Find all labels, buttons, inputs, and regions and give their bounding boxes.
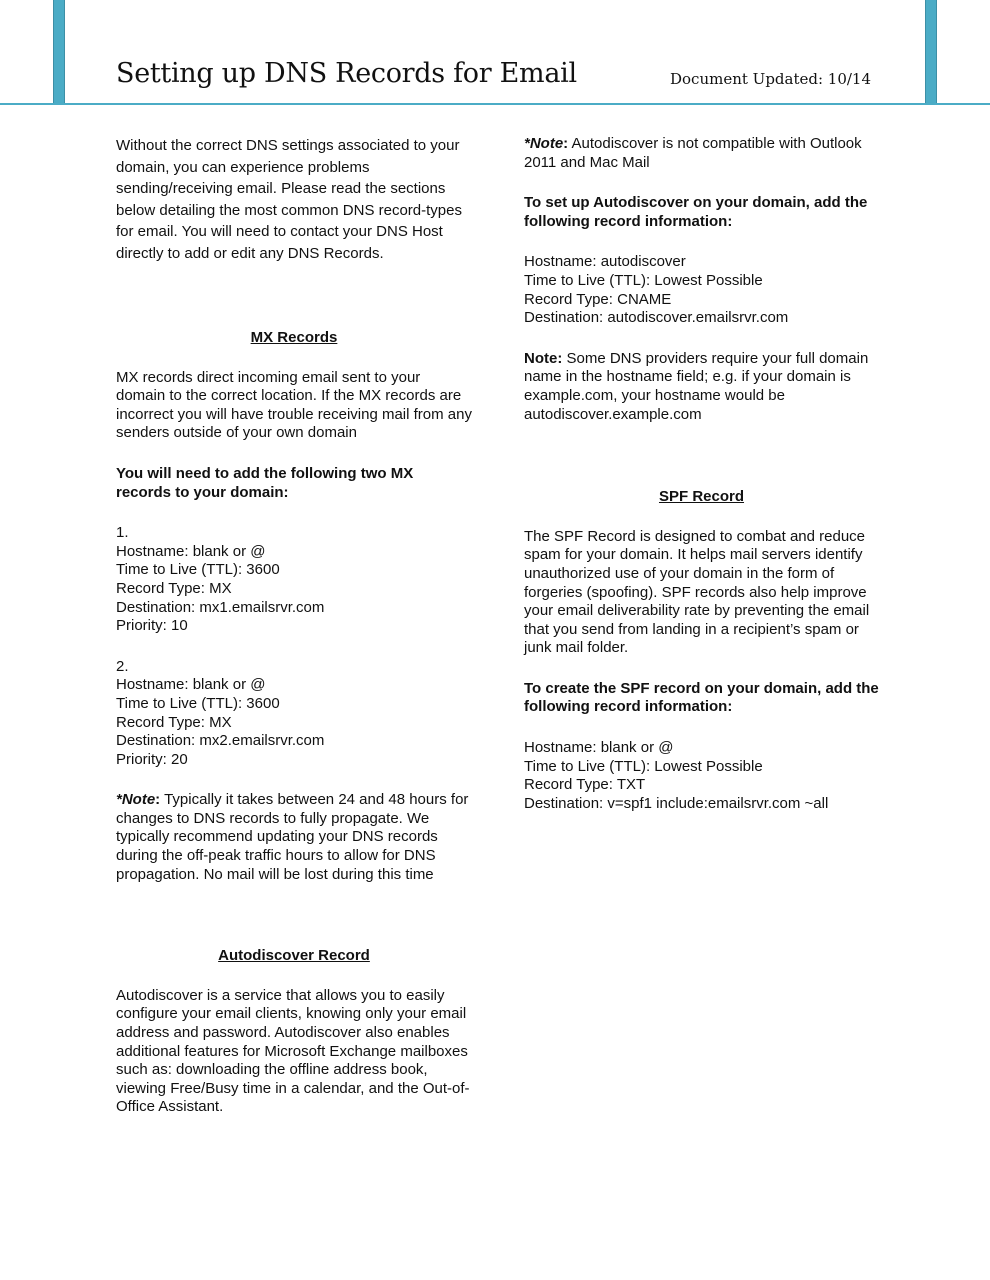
note2-text: Some DNS providers require your full domain name in the hostname field; e.g. if your domain is example.com, your hostname would be autodiscover.example.com xyxy=(524,349,869,423)
note-colon: : xyxy=(155,791,161,809)
note-colon: : xyxy=(563,135,569,152)
mx-record-2 xyxy=(116,658,472,770)
header-bar-right xyxy=(925,0,937,105)
note-text: Typically it takes between 24 and 48 hours for changes to DNS records to fully propagate. We typically recommend updating your DNS records during the off-peak traffic hours to allow for DNS propagation. No mail will be lost during this time xyxy=(116,791,469,883)
mx1-destination: Destination: mx1.emailsrvr.com xyxy=(116,598,325,616)
mx2-number: 2. xyxy=(116,657,129,675)
note2-label: Note: xyxy=(524,349,563,367)
spf-record-heading: SPF Record xyxy=(658,488,745,506)
mx2-destination: Destination: mx2.emailsrvr.com xyxy=(116,732,325,750)
note-label: *Note xyxy=(524,135,564,152)
autodiscover-compat-note xyxy=(524,135,879,172)
spf-hostname: Hostname: blank or @ xyxy=(524,739,674,757)
mx2-ttl: Time to Live (TTL): 3600 xyxy=(116,694,280,712)
spf-record xyxy=(524,739,879,813)
header-bar-left xyxy=(53,0,65,105)
mx1-number: 1. xyxy=(116,524,129,542)
note-label: *Note xyxy=(116,791,156,809)
mx2-priority: Priority: 20 xyxy=(116,750,188,768)
autodiscover-instruction: To set up Autodiscover on your domain, add the following record information: xyxy=(524,194,868,230)
spf-destination: Destination: v=spf1 include:emailsrvr.com ~all xyxy=(524,794,829,812)
left-column xyxy=(116,135,472,1117)
mx1-hostname: Hostname: blank or @ xyxy=(116,542,266,560)
mx-record-1 xyxy=(116,524,472,636)
mx1-type: Record Type: MX xyxy=(116,579,232,597)
mx1-priority: Priority: 10 xyxy=(116,617,188,635)
note-text: Autodiscover is not compatible with Outlook 2011 and Mac Mail xyxy=(524,135,862,171)
hostname-provider-note xyxy=(524,350,879,424)
document-title: Setting up DNS Records for Email xyxy=(116,58,577,89)
spf-description: The SPF Record is designed to combat and reduce spam for your domain. It helps mail servers identify unauthorized use of your domain in the form of forgeries (spoofing). SPF records also help improve your email deliverability rate by preventing the email that you send from landing in a recipient’s spam or junk mail folder. xyxy=(524,527,870,657)
spf-ttl: Time to Live (TTL): Lowest Possible xyxy=(524,757,763,775)
auto-type: Record Type: CNAME xyxy=(524,290,672,308)
mx-instruction: You will need to add the following two MX records to your domain: xyxy=(116,464,414,501)
spf-instruction: To create the SPF record on your domain, add the following record information: xyxy=(524,679,879,716)
auto-ttl: Time to Live (TTL): Lowest Possible xyxy=(524,271,763,289)
mx-records-heading: MX Records xyxy=(250,329,338,346)
autodiscover-record xyxy=(524,253,879,327)
autodiscover-description: Autodiscover is a service that allows you to easily configure your email clients, knowing only your email address and password. Autodiscover also enables additional features for Microsoft Exchange mailboxes such as: downloading the offline address book, viewing Free/Busy time in a calendar, and the Out-of-Office Assistant. xyxy=(116,986,470,1116)
mx2-type: Record Type: MX xyxy=(116,713,232,731)
auto-destination: Destination: autodiscover.emailsrvr.com xyxy=(524,309,789,327)
document-updated-date: Document Updated: 10/14 xyxy=(670,70,872,88)
mx-propagation-note xyxy=(116,791,472,884)
right-column xyxy=(524,135,879,813)
mx1-ttl: Time to Live (TTL): 3600 xyxy=(116,561,280,579)
mx2-hostname: Hostname: blank or @ xyxy=(116,676,266,694)
mx-description: MX records direct incoming email sent to your domain to the correct location. If the MX records are incorrect you will have trouble receiving mail from any senders outside of your own domain xyxy=(116,368,472,442)
auto-hostname: Hostname: autodiscover xyxy=(524,253,686,271)
header-rule xyxy=(0,103,990,105)
spf-type: Record Type: TXT xyxy=(524,776,646,794)
autodiscover-heading: Autodiscover Record xyxy=(218,947,370,965)
intro-paragraph: Without the correct DNS settings associated to your domain, you can experience problems sending/receiving email. Please read the sections below detailing the most common DNS record-types for email. You will need to contact your DNS Host directly to add or edit any DNS Records. xyxy=(116,137,462,262)
